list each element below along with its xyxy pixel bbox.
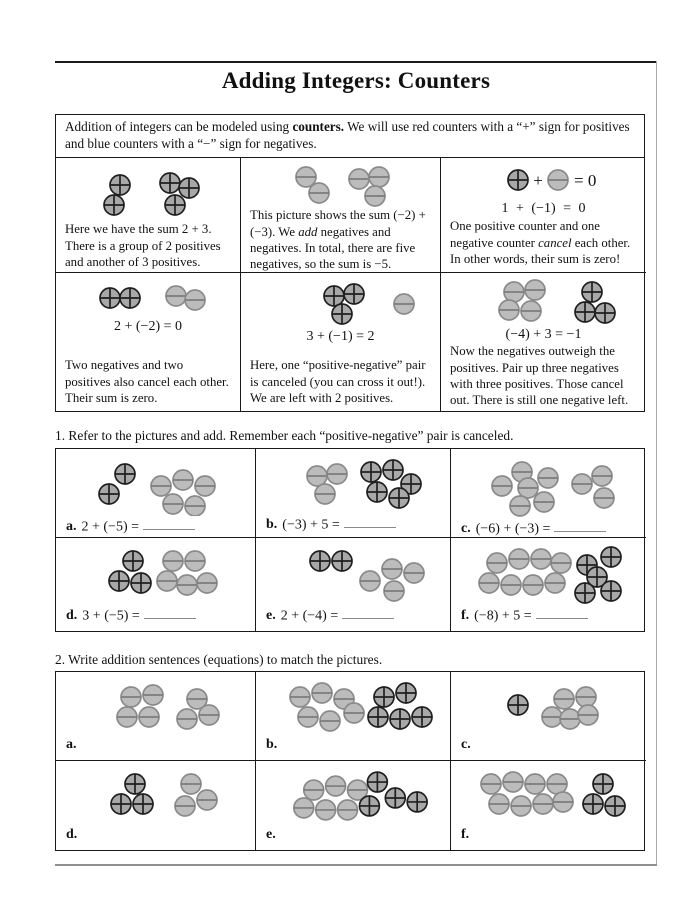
counters-picture	[256, 454, 450, 514]
bottom-rule	[55, 864, 657, 866]
page-edge-line	[656, 61, 657, 866]
page-title: Adding Integers: Counters	[221, 68, 491, 93]
counters-picture	[56, 278, 240, 316]
answer-blank	[536, 605, 588, 619]
counters-picture	[56, 543, 255, 603]
problem-cell-2a	[56, 672, 256, 761]
answer-line	[56, 737, 255, 760]
problem-label: a.	[66, 519, 77, 535]
counters-picture	[56, 677, 255, 733]
counters-picture	[56, 454, 255, 516]
counters-picture	[56, 766, 255, 820]
answer-line	[56, 516, 255, 538]
example-text: This picture shows the sum (−2) + (−3). We add negatives and negatives. In total, there are five negatives, so the sum is −5.	[250, 208, 426, 272]
answer-blank	[342, 605, 394, 619]
answer-line	[56, 827, 255, 850]
example-text: Now the negatives outweigh the positives. Pair up three negatives with three positives. Those cancel out. There is still one negative left.	[450, 344, 629, 408]
problem-cell-1c	[451, 449, 646, 538]
problem-cell-2d	[56, 761, 256, 850]
counters-picture	[256, 543, 450, 603]
counters-picture	[451, 766, 646, 822]
counters-picture	[256, 677, 450, 735]
counters-picture	[451, 454, 646, 518]
intro-and-examples	[55, 114, 645, 412]
answer-line	[256, 827, 450, 850]
counters-picture	[56, 163, 240, 221]
problem-equation: (−8) + 5 =	[474, 608, 532, 624]
problem-cell-1e	[256, 538, 451, 631]
sub-equation: 1 + (−1) = 0	[501, 201, 586, 217]
exercise1-heading: 1. Refer to the pictures and add. Remember each “positive-negative” pair is canceled.	[55, 428, 514, 443]
examples-table	[55, 157, 645, 412]
problem-label: d.	[66, 608, 78, 623]
answer-line	[56, 605, 255, 631]
counters-picture	[441, 278, 646, 324]
problem-label: e.	[266, 827, 276, 842]
problem-cell-2e	[256, 761, 451, 850]
exercise2-table	[55, 671, 645, 851]
problem-label: d.	[66, 827, 78, 842]
intro-box	[55, 114, 645, 159]
problem-label: b.	[266, 517, 278, 533]
example-cell-d	[56, 273, 241, 411]
counters-picture	[256, 766, 450, 822]
svg-text:= 0: = 0	[574, 171, 597, 191]
example-cell-e	[241, 273, 441, 411]
example-equation: 2 + (−2) = 0	[113, 319, 182, 335]
answer-blank	[144, 605, 196, 619]
answer-blank	[143, 516, 195, 530]
example-text: Here we have the sum 2 + 3. There is a group of 2 positives and another of 3 positives.	[65, 222, 221, 269]
exercise1-table	[55, 448, 645, 632]
exercise2-heading: 2. Write addition sentences (equations) to match the pictures.	[55, 652, 383, 667]
problem-cell-1a	[56, 449, 256, 538]
problem-cell-1b	[256, 449, 451, 538]
answer-blank	[554, 518, 606, 532]
problem-equation: (−6) + (−3) =	[475, 521, 551, 537]
example-text: Here, one “positive-negative” pair is canceled (you can cross it out!). We are left with 2 positives.	[250, 358, 426, 405]
intro-text: Addition of integers can be modeled using counters. We will use red counters with a “+” sign for positives and blue counters with a “−” sign for negatives.	[65, 119, 630, 152]
answer-line	[256, 605, 450, 631]
example-cell-b	[241, 158, 441, 273]
problem-label: e.	[266, 608, 276, 623]
top-rule	[55, 61, 657, 63]
answer-line	[451, 518, 646, 538]
example-equation: (−4) + 3 = −1	[505, 327, 582, 343]
counter-equation-picture	[441, 163, 646, 197]
example-text: One positive counter and one negative counter cancel each other. In other words, their sum is zero!	[450, 219, 631, 266]
problem-label: a.	[66, 737, 77, 752]
answer-line	[451, 737, 646, 760]
example-equation: 3 + (−1) = 2	[306, 329, 375, 345]
counters-picture	[451, 543, 646, 605]
problem-equation: 3 + (−5) =	[82, 608, 140, 623]
problem-cell-1d	[56, 538, 256, 631]
counters-picture	[241, 163, 440, 207]
answer-line	[451, 827, 646, 850]
example-text: Two negatives and two positives also cancel each other. Their sum is zero.	[65, 358, 229, 405]
problem-label: b.	[266, 737, 278, 752]
problem-label: f.	[461, 608, 470, 624]
problem-label: c.	[461, 521, 471, 537]
problem-equation: (−3) + 5 =	[282, 517, 340, 533]
counters-picture	[241, 278, 440, 326]
answer-line	[256, 737, 450, 760]
problem-cell-2b	[256, 672, 451, 761]
example-cell-f	[441, 273, 646, 411]
answer-line	[256, 514, 450, 538]
problem-cell-1f	[451, 538, 646, 631]
svg-text:+: +	[533, 171, 543, 191]
counters-picture	[451, 677, 646, 731]
problem-label: f.	[461, 827, 470, 842]
problem-equation: 2 + (−5) =	[81, 519, 140, 535]
problem-label: c.	[461, 737, 471, 752]
problem-equation: 2 + (−4) =	[280, 608, 339, 623]
answer-line	[451, 605, 646, 631]
example-cell-c	[441, 158, 646, 273]
problem-cell-2c	[451, 672, 646, 761]
answer-blank	[344, 514, 396, 528]
example-cell-a	[56, 158, 241, 273]
problem-cell-2f	[451, 761, 646, 850]
